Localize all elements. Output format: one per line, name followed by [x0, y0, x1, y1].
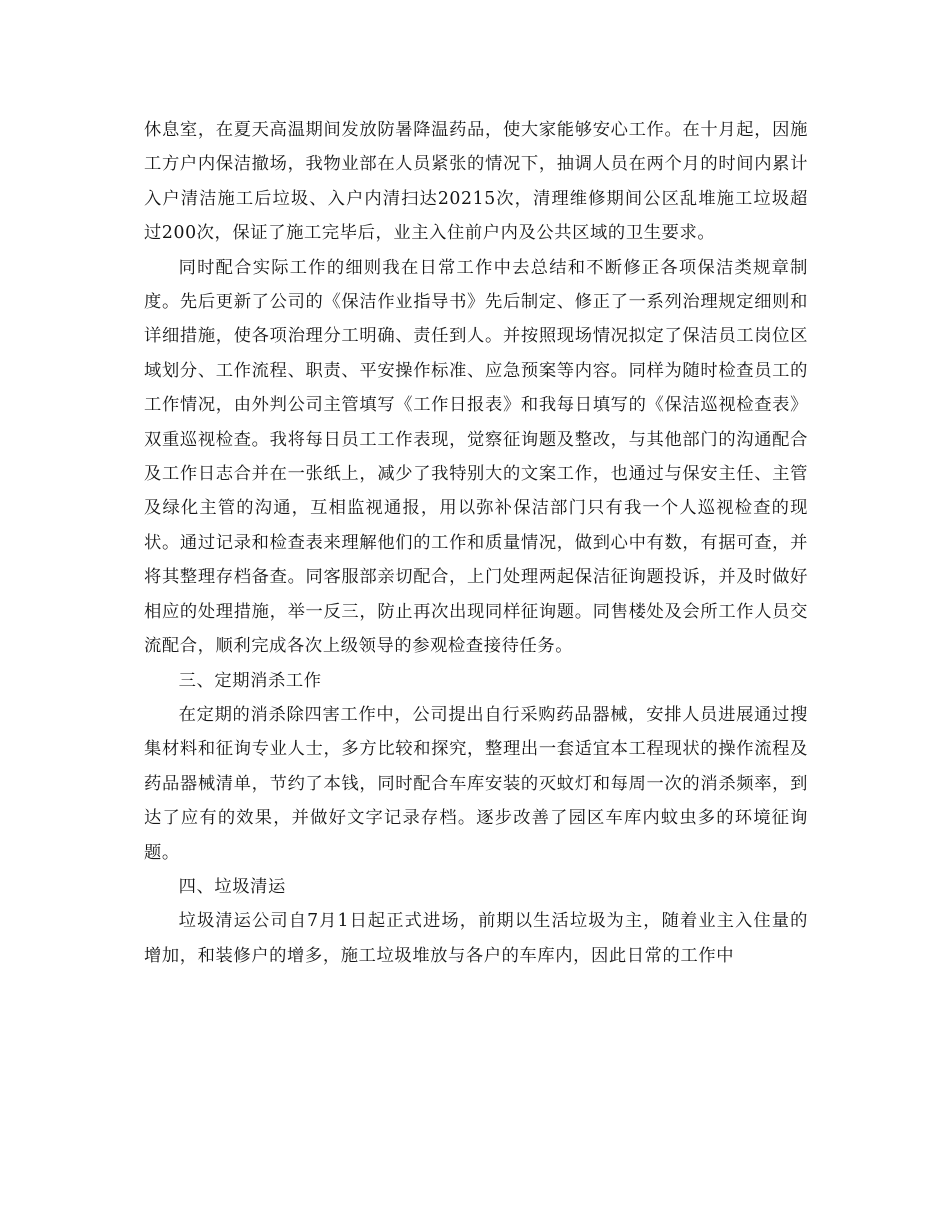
- paragraph-6: 垃圾清运公司自7月1日起正式进场，前期以生活垃圾为主，随着业主入住量的增加，和装修户的增多，施工垃圾堆放与各户的车库内，因此日常的工作中: [144, 911, 808, 966]
- document-body: [144, 113, 808, 973]
- section-heading-3: 三、定期消杀工作: [178, 670, 322, 691]
- section-heading-4: 四、垃圾清运: [178, 876, 286, 897]
- paragraph-1: 休息室，在夏天高温期间发放防暑降温药品，使大家能够安心工作。在十月起，因施工方户内保洁撤场，我物业部在人员紧张的情况下，抽调人员在两个月的时间内累计入户清洁施工后垃圾、入户内清扫达20215次，清理维修期间公区乱堆施工垃圾超过200次，保证了施工完毕后，业主入住前户内及公共区域的卫生要求。: [144, 120, 808, 244]
- paragraph-2: 同时配合实际工作的细则我在日常工作中去总结和不断修正各项保洁类规章制度。先后更新了公司的《保洁作业指导书》先后制定、修正了一系列治理规定细则和详细措施，使各项治理分工明确、责任到人。并按照现场情况拟定了保洁员工岗位区域划分、工作流程、职责、平安操作标准、应急预案等内容。同样为随时检查员工的工作情况，由外判公司主管填写《工作日报表》和我每日填写的《保洁巡视检查表》双重巡视检查。我将每日员工工作表现，觉察征询题及整改，与其他部门的沟通配合及工作日志合并在一张纸上，减少了我特别大的文案工作，也通过与保安主任、主管及绿化主管的沟通，互相监视通报，用以弥补保洁部门只有我一个人巡视检查的现状。通过记录和检查表来理解他们的工作和质量情况，做到心中有数，有据可查，并将其整理存档备查。同客服部亲切配合，上门处理两起保洁征询题投诉，并及时做好相应的处理措施，举一反三，防止再次出现同样征询题。同售楼处及会所工作人员交流配合，顺利完成各次上级领导的参观检查接待任务。: [144, 257, 808, 657]
- paragraph-4: 在定期的消杀除四害工作中，公司提出自行采购药品器械，安排人员进展通过搜集材料和征询专业人士，多方比较和探究，整理出一套适宜本工程现状的操作流程及药品器械清单，节约了本钱，同时配合车库安装的灭蚊灯和每周一次的消杀频率，到达了应有的效果，并做好文字记录存档。逐步改善了园区车库内蚊虫多的环境征询题。: [144, 704, 808, 863]
